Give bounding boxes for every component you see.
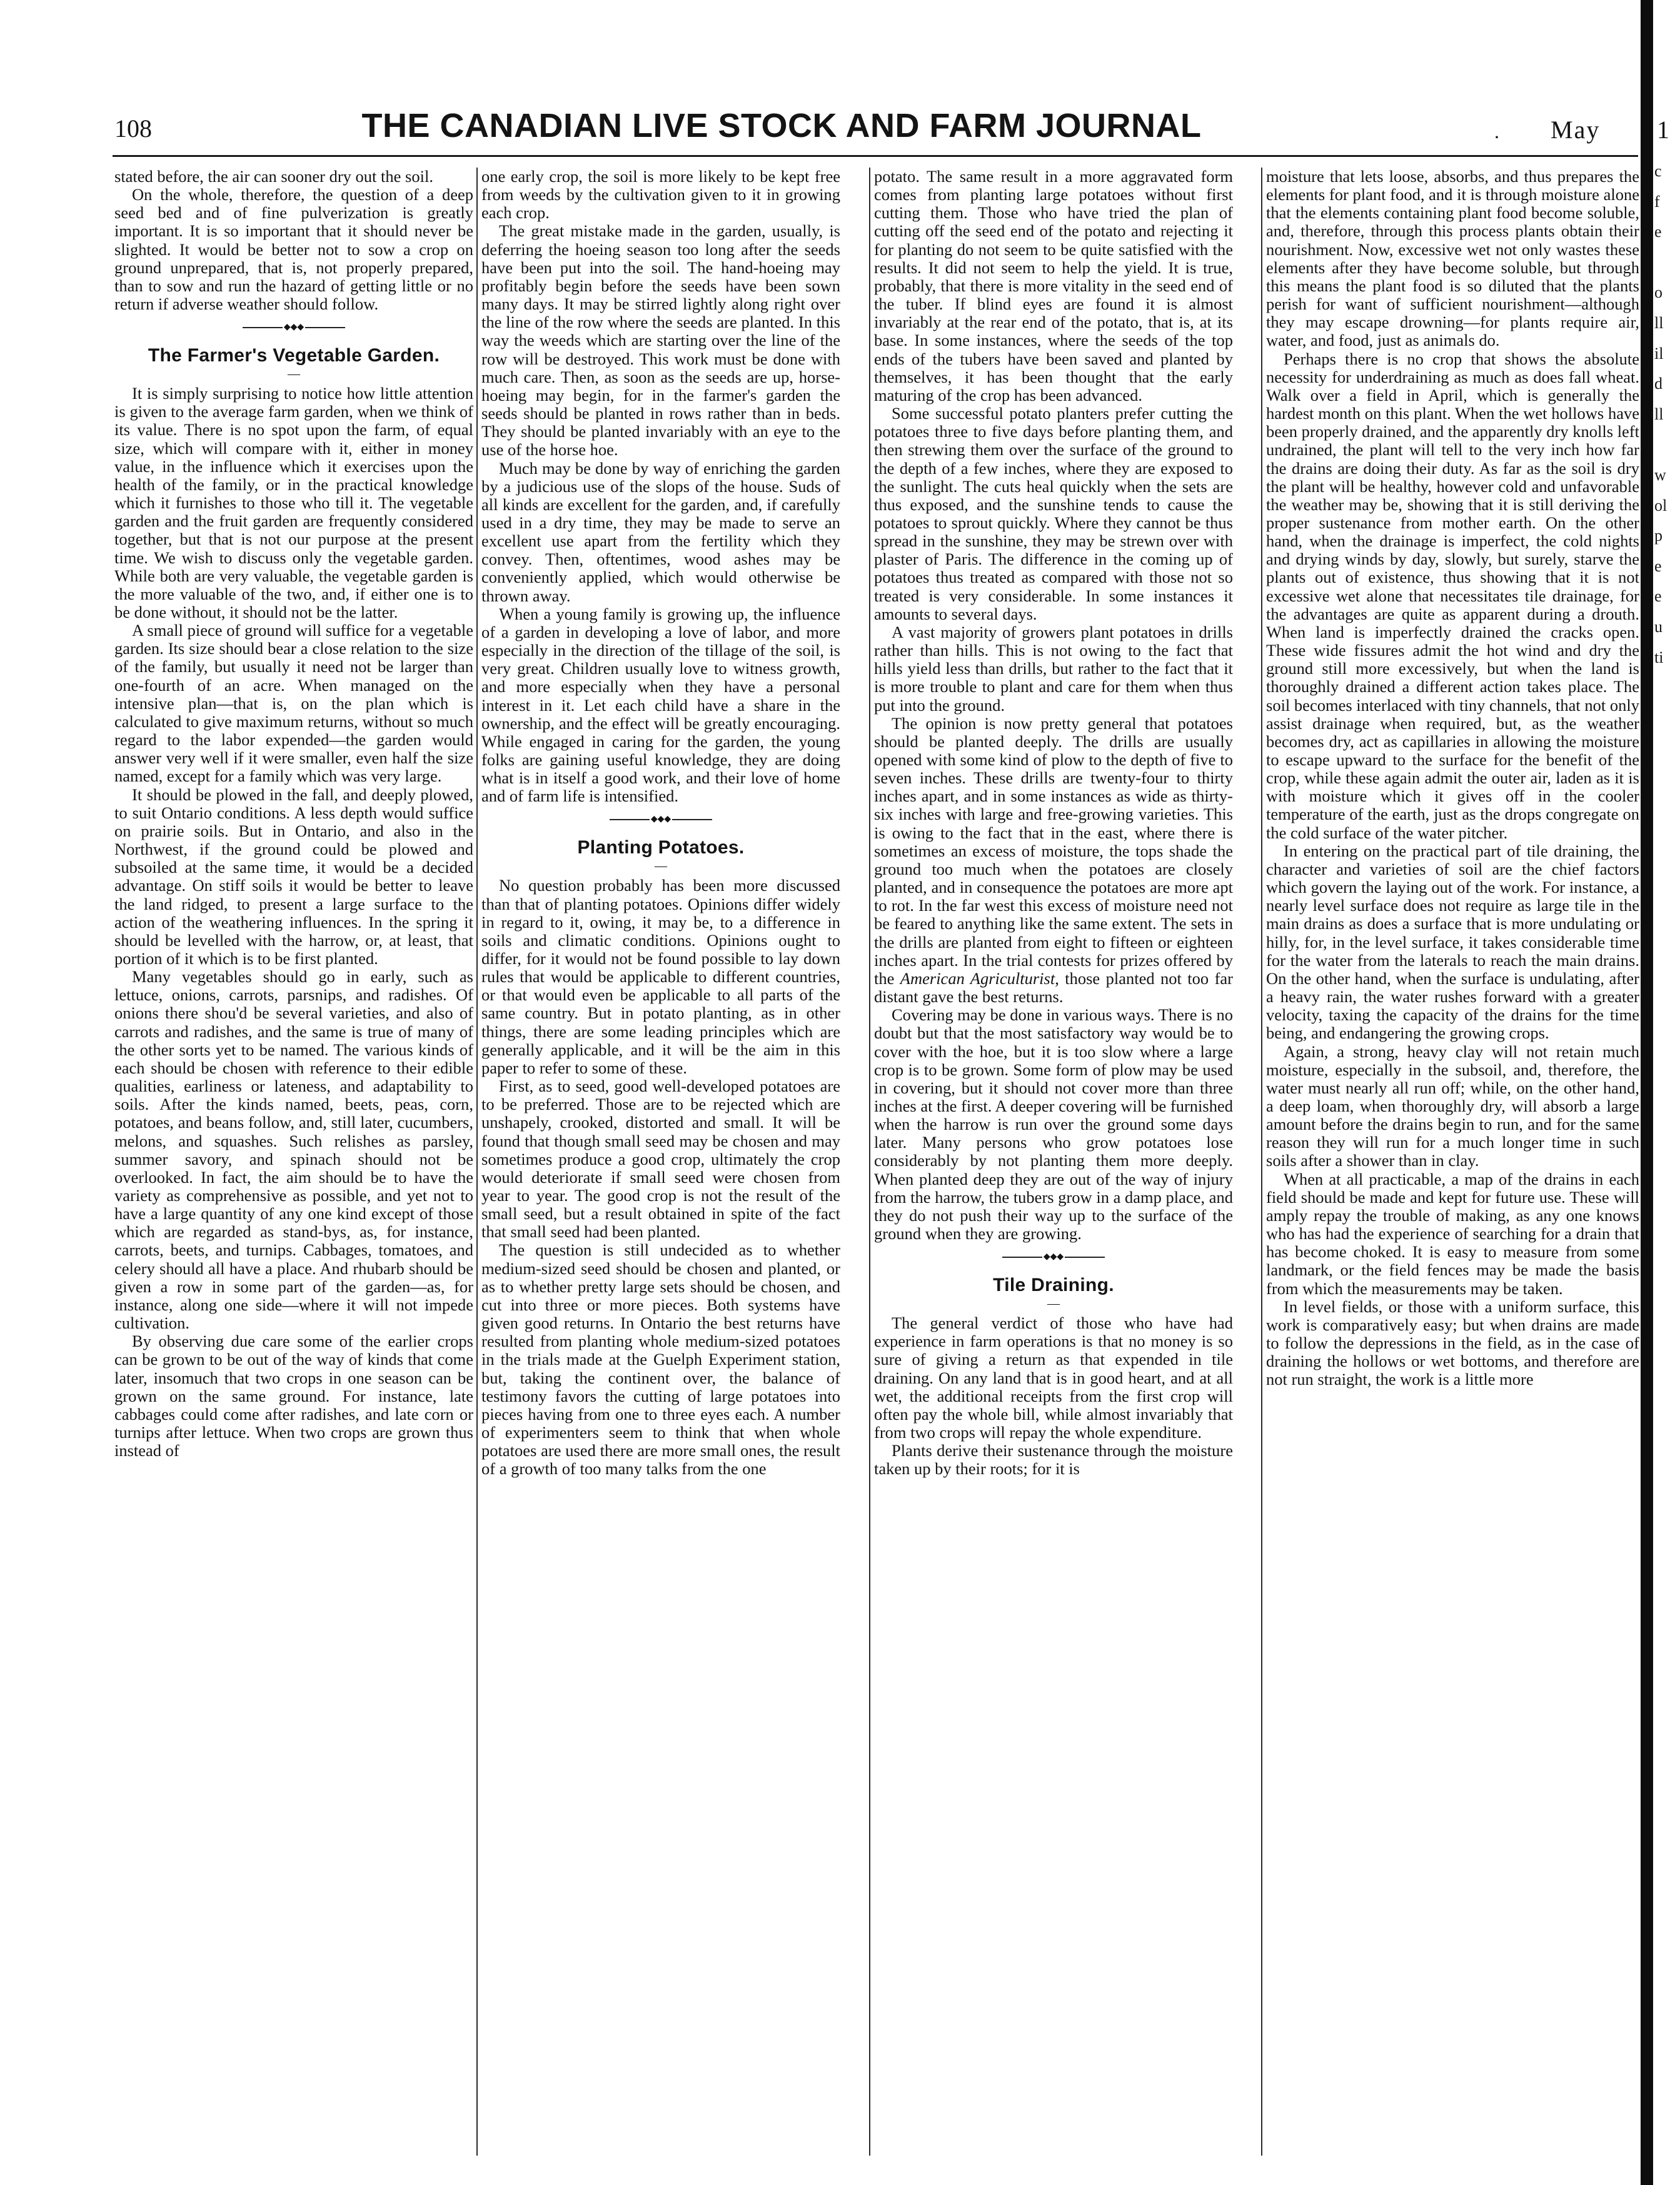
heading-dash: — bbox=[288, 367, 300, 381]
margin-fragment: c bbox=[1654, 162, 1662, 180]
paragraph: The question is still undecided as to whether medium-sized seed should be chosen and planted, or as to whether pretty large sets should be chosen, and cut into three or more pieces. Both systems have given good returns. In Ontario the best returns have resulted from planting whole medium-sized potatoes in the trials made at the Guelph Experiment station, but, taking the continent over, the balance of testimony favors the cutting of large potatoes into pieces having from one to three eyes each. A number of experimenters seem to think that when whole potatoes are used there are more small ones, the result of a growth of too many talks from the one bbox=[481, 1240, 840, 1479]
paragraph: A vast majority of growers plant potatoes in drills rather than hills. This is not owing to the fact that hills yield less than drills, but rather to the fact that it is more trouble to plant and care for them when thus put into the ground. bbox=[874, 622, 1233, 715]
paragraph: On the whole, therefore, the question of a deep seed bed and of fine pulverization is greatly important. It is so important that it should never be slighted. It would be better not to sow a crop on ground unprepared, that is, not properly prepared, than to sow and run the hazard of getting little or no return if adverse weather should follow. bbox=[114, 185, 473, 314]
margin-fragment: e bbox=[1654, 223, 1662, 241]
page-number: 108 bbox=[114, 114, 152, 143]
journal-title: THE CANADIAN LIVE STOCK AND FARM JOURNAL bbox=[361, 107, 1202, 144]
section-ornament bbox=[114, 319, 473, 334]
margin-fragment bbox=[1654, 248, 1679, 278]
column-divider bbox=[1261, 168, 1262, 2156]
ornament-diamonds: ◆◆◆ bbox=[283, 323, 304, 333]
margin-fragment bbox=[1654, 429, 1679, 460]
ornament-line bbox=[610, 819, 650, 820]
page-header bbox=[0, 106, 1680, 150]
text-column-3 bbox=[874, 168, 1233, 2156]
paragraph: The great mistake made in the garden, usually, is deferring the hoeing season too long after the seeds have been put into the soil. The hand-hoeing may profitably begin before the seeds have been sown many days. It may be stirred lightly along right over the line of the row where the seeds are planted. In this way the weeds which are starting over the line of the row will be destroyed. This work must be done with much care. Then, as soon as the seeds are up, horse-hoeing may begin, for in the farmer's garden the seeds should be planted in rows rather than in beds. They should be planted invariably with an eye to the use of the horse hoe. bbox=[481, 221, 840, 460]
margin-fragment bbox=[1654, 733, 1679, 764]
publication-name: American Agriculturist bbox=[900, 968, 1055, 988]
section-ornament bbox=[874, 1249, 1233, 1264]
heading-dash: — bbox=[655, 859, 667, 873]
ornament-line bbox=[243, 327, 283, 328]
paragraph: Covering may be done in various ways. There is no doubt but that the most satisfactory way would be to cover with the hoe, but it is too slow where a large crop is to be grown. Some form of plow may be used in covering, but it should not cover more than three inches at the first. A deeper covering will be furnished when the harrow is run over the ground some days later. Many persons who grow potatoes lose considerably by not planting them more deeply. When planted deep they are out of the way of injury from the harrow, the tubers grow in a damp place, and they do not push their way up to the surface of the ground when they are growing. bbox=[874, 1005, 1233, 1243]
margin-fragment: ll bbox=[1654, 404, 1664, 423]
paragraph: Some successful potato planters prefer cutting the potatoes three to five days before planting them, and then strewing them over the surface of the ground to the depth of a few inches, where they are exposed to the sunlight. The cuts heal quickly when the sets are thus exposed, and the sunshine tends to cause the potatoes to sprout quickly. Where they cannot be thus spread in the sunshine, they may be strewn over with plaster of Paris. The difference in the coming up of potatoes thus treated as compared with those not so treated is very considerable. In some instances it amounts to several days. bbox=[874, 404, 1233, 623]
paragraph: moisture that lets loose, absorbs, and thus prepares the elements for plant food, and it is through moisture alone that the elements containing plant food become soluble, and, therefore, through this process plants obtain their nourishment. Now, excessive wet not only wastes these elements after they have become soluble, but through this means the plant food is so diluted that the plants perish for want of sufficient nourishment—although they may escape drowning—for plants require air, water, and food, just as animals do. bbox=[1266, 168, 1639, 350]
header-edge-fragment: 1 bbox=[1657, 116, 1669, 144]
margin-fragment: ti bbox=[1654, 648, 1664, 666]
margin-fragment bbox=[1654, 855, 1679, 886]
text-column-2 bbox=[481, 168, 840, 2156]
paragraph bbox=[874, 715, 1233, 1007]
article-heading-tile-draining: Tile Draining. bbox=[993, 1275, 1114, 1296]
paragraph: It should be plowed in the fall, and deeply plowed, to suit Ontario conditions. A less depth would suffice on prairie soils. But in Ontario, and also in the Northwest, if the ground could be plowed and subsoiled at the same time, it would be a decided advantage. On stiff soils it would be better to leave the land ridged, to present a large surface to the action of the weathering influences. In the spring it should be levelled with the harrow, or, at least, that portion of it which is to be first planted. bbox=[114, 785, 473, 968]
paragraph: The general verdict of those who have had experience in farm operations is that no money is so sure of giving a return as that expended in tile draining. On any land that is in good heart, and at all wet, the additional receipts from the first crop will often pay the whole bill, while almost invariably that from two crops will repay the whole expenditure. bbox=[874, 1314, 1233, 1442]
paragraph: Many vegetables should go in early, such as lettuce, onions, carrots, parsnips, and radishes. Of onions there shou'd be several varieties, and also of carrots and radishes, and the same is true of many of the other sorts yet to be named. The various kinds of each should be chosen with reference to their edible qualities, earliness or lateness, and adaptability to soils. After the kinds named, beets, peas, corn, potatoes, and beans follow, and, still later, cucumbers, melons, and squashes. Such relishes as parsley, summer savory, and spinach should not be overlooked. In fact, the aim should be to have the variety as comprehensive as possible, and yet not to have a large quantity of any one kind except of those which are regarded as stand-bys, as, for instance, carrots, beets, and turnips. Cabbages, tomatoes, and celery should all have a place. And rhubarb should be given a row in some part of the garden—as, for instance, along one side—where it will not impede cultivation. bbox=[114, 967, 473, 1333]
paragraph: one early crop, the soil is more likely to be kept free from weeds by the cultivation given to it in growing each crop. bbox=[481, 168, 840, 223]
ornament-diamonds: ◆◆◆ bbox=[650, 815, 671, 825]
paragraph: stated before, the air can sooner dry out the soil. bbox=[114, 168, 433, 186]
ornament-diamonds: ◆◆◆ bbox=[1043, 1252, 1064, 1262]
margin-fragment bbox=[1654, 673, 1679, 703]
paragraph: Much may be done by way of enriching the garden by a judicious use of the slops of the house. Suds of all kinds are excellent for the garden, and, if carefully used in a dry time, they may be made to serve an excellent use apart from the fertility which they convey. Then, oftentimes, wood ashes may be conveniently applied, which would otherwise be thrown away. bbox=[481, 458, 840, 605]
paragraph: When a young family is growing up, the influence of a garden in developing a love of labor, and more especially in the direction of the tillage of the soil, is very great. Children usually love to witness growth, and more especially when they have a personal interest in it. Let each child have a share in the ownership, and the effect will be greatly encouraging. While engaged in caring for the garden, the young folks are gaining useful knowledge, they are doing what is in itself a good work, and their love of home and of farm life is intensified. bbox=[481, 604, 840, 806]
ornament-line bbox=[672, 819, 712, 820]
paragraph: potato. The same result in a more aggravated form comes from planting large potatoes without first cutting them. Those who have tried the plan of cutting off the seed end of the potato and rejecting it for planting do not seem to be quite satisfied with the results. It did not seem to help the yield. It is true, probably, that there is more vitality in the seed end of the tuber. If blind eyes are found it is almost invariably at the rear end of the potato, that is, at its base. In some instances, where the seeds of the top ends of the tubers have been saved and planted by themselves, it has been thought that the early maturing of the crop has been advanced. bbox=[874, 168, 1233, 404]
section-ornament bbox=[481, 811, 840, 826]
column-divider bbox=[869, 168, 870, 2156]
ornament-line bbox=[1065, 1257, 1105, 1258]
margin-fragment: o bbox=[1654, 283, 1662, 302]
paragraph: In level fields, or those with a uniform surface, this work is comparatively easy; but when drains are made to follow the depressions in the field, as in the case of draining the hollows or wet bottoms, and therefore are not run straight, the work is a little more bbox=[1266, 1297, 1639, 1389]
article-heading-planting-potatoes: Planting Potatoes. bbox=[577, 837, 745, 858]
margin-fragment: ol bbox=[1654, 496, 1667, 515]
margin-fragment: p bbox=[1654, 526, 1662, 545]
margin-fragment bbox=[1654, 703, 1679, 734]
margin-fragment: f bbox=[1654, 192, 1660, 211]
margin-fragment: e bbox=[1654, 556, 1662, 575]
margin-fragment bbox=[1654, 825, 1679, 855]
binding-shadow-bar bbox=[1641, 0, 1653, 2185]
margin-fragment bbox=[1654, 764, 1679, 795]
margin-fragment: w bbox=[1654, 465, 1666, 484]
paragraph: When at all practicable, a map of the drains in each field should be made and kept for future use. These will amply repay the trouble of making, as any one knows who has had the experience of searching for a drain that has become choked. It is easy to measure from some landmark, or the field fences may be made the basis from which the measurements may be taken. bbox=[1266, 1169, 1639, 1298]
paragraph: By observing due care some of the earlier crops can be grown to be out of the way of kinds that come later, insomuch that two crops in one season can be grown on the same ground. For instance, late cabbages could come after radishes, and late corn or turnips after lettuce. When two crops are grown thus instead of bbox=[114, 1332, 473, 1460]
ornament-line bbox=[305, 327, 345, 328]
header-dot: . bbox=[1494, 120, 1499, 143]
margin-fragment: d bbox=[1654, 374, 1662, 393]
paragraph-text: , those planted not too far distant gave the best returns. bbox=[874, 968, 1233, 1007]
paragraph-text: The opinion is now pretty general that potatoes should be planted deeply. The drills are usually opened with some kind of plow to the depth of five to seven inches. These drills are twenty-four to thirty inches apart, and in some instances as wide as thirty-six inches with large and free-growing varieties. This is owing to the fact that in the east, where there is sometimes an excess of moisture, the tops shade the ground too much when the potatoes are closely planted, and in consequence the potatoes are more apt to rot. In the far west this excess of moisture need not be feared to anything like the same extent. The sets in the drills are planted from eight to fifteen or eighteen inches apart. In the trial contests for prizes offered by the bbox=[874, 713, 1233, 988]
paragraph: Plants derive their sustenance through the moisture taken up by their roots; for it is bbox=[874, 1441, 1233, 1479]
margin-fragment: e bbox=[1654, 587, 1662, 606]
margin-fragment bbox=[1654, 794, 1679, 825]
paragraph: Again, a strong, heavy clay will not retain much moisture, especially in the subsoil, and, therefore, the water must nearly all run off; while, on the other hand, a deep loam, when thoroughly dry, will absorb a large amount before the drains begin to run, and for the same reason they will run for a much longer time in such soils after a shower than in clay. bbox=[1266, 1042, 1639, 1170]
margin-fragment: il bbox=[1654, 344, 1664, 363]
header-rule bbox=[113, 155, 1638, 157]
article-heading-vegetable-garden: The Farmer's Vegetable Garden. bbox=[148, 345, 440, 366]
paragraph: Perhaps there is no crop that shows the absolute necessity for underdraining as much as does fall wheat. Walk over a field in April, which is generally the hardest month on this plant. When the wet hollows have been properly drained, and the apparently dry knolls left undrained, the plant will tell to the very inch how far the drains are doing their duty. As far as the soil is dry the plant will be healthy, however cold and unfavorable the weather may be, showing that it is still deriving the proper sustenance from mother earth. On the other hand, when the drainage is imperfect, the cold nights and drying winds by day, slowly, but surely, starve the plants out of existence, thus showing that it is not excessive wet alone that necessitates tile drainage, for the advantages are quite as apparent during a drouth. When land is imperfectly drained the cracks open. These wide fissures admit the hot wind and dry the ground still more excessively, but when the land is thoroughly drained a different action takes place. The soil becomes interlaced with tiny channels, that not only assist drainage when required, but, as the weather becomes dry, act as capillaries in allowing the moisture to escape upward to the surface for the benefit of the crop, while these again admit the outer air, laden as it is with moisture which it gives off in the cooler temperature of the earth, just as the drops congregate on the cold surface of the water pitcher. bbox=[1266, 349, 1639, 842]
column-divider bbox=[476, 168, 478, 2156]
paragraph: In entering on the practical part of tile draining, the character and varieties of soil are the chief factors which govern the laying out of the work. For instance, a nearly level surface does not require as large tile in the main drains as does a surface that is more undulating or hilly, for, in the level surface, it takes considerable time for the water from the laterals to reach the main drains. On the other hand, when the surface is undulating, after a heavy rain, the water rushes forward with a greater velocity, taxing the capacity of the drains for the time being, and endangering the growing crops. bbox=[1266, 841, 1639, 1043]
text-column-4 bbox=[1266, 168, 1639, 2156]
paragraph: First, as to seed, good well-developed potatoes are to be preferred. Those are to be rejected which are unshapely, crooked, distorted and small. It will be found that though small seed may be chosen and may sometimes produce a good crop, ultimately the crop would deteriorate if small seed were chosen from year to year. The good crop is not the result of the small seed, but a result obtained in spite of the fact that small seed had been planted. bbox=[481, 1077, 840, 1242]
heading-dash: — bbox=[1047, 1297, 1060, 1311]
paragraph: It is simply surprising to notice how little attention is given to the average farm garden, when we think of its value. There is no spot upon the farm, of equal size, which will compare with it, either in money value, in the influence which it exercises upon the health of the family, or in the practical knowledge which it furnishes to those who till it. The vegetable garden and the fruit garden are frequently considered together, but that is not our purpose at the present time. We wish to discuss only the vegetable garden. While both are very valuable, the vegetable garden is the more valuable of the two, and, if either one is to be done without, it should not be the latter. bbox=[114, 384, 473, 621]
margin-fragment: ll bbox=[1654, 313, 1664, 332]
margin-fragment bbox=[1654, 885, 1679, 916]
paragraph: No question probably has been more discussed than that of planting potatoes. Opinions differ widely in regard to it, owing, it may be, to a difference in soils and climatic conditions. Opinions ought to differ, for it would not be found possible to lay down rules that would be applicable to different countries, or that would even be applicable to all parts of the same country. But in potato planting, as in other things, there are some leading principles which are generally applicable, and it will be the aim in this paper to refer to some of these. bbox=[481, 876, 840, 1077]
text-column-1 bbox=[114, 168, 473, 2156]
issue-month: May bbox=[1551, 116, 1601, 144]
ornament-line bbox=[1002, 1257, 1042, 1258]
adjacent-page-fragments bbox=[1654, 156, 1679, 916]
margin-fragment: u bbox=[1654, 617, 1662, 636]
paragraph: A small piece of ground will suffice for a vegetable garden. Its size should bear a close relation to the size of the family, but usually it need not be larger than one-fourth of an acre. When managed on the intensive plan—that is, on the plan which is calculated to give maximum returns, without so much regard to the labor expended—the garden would answer very well if it were smaller, even half the size named, except for a family which was very large. bbox=[114, 621, 473, 786]
